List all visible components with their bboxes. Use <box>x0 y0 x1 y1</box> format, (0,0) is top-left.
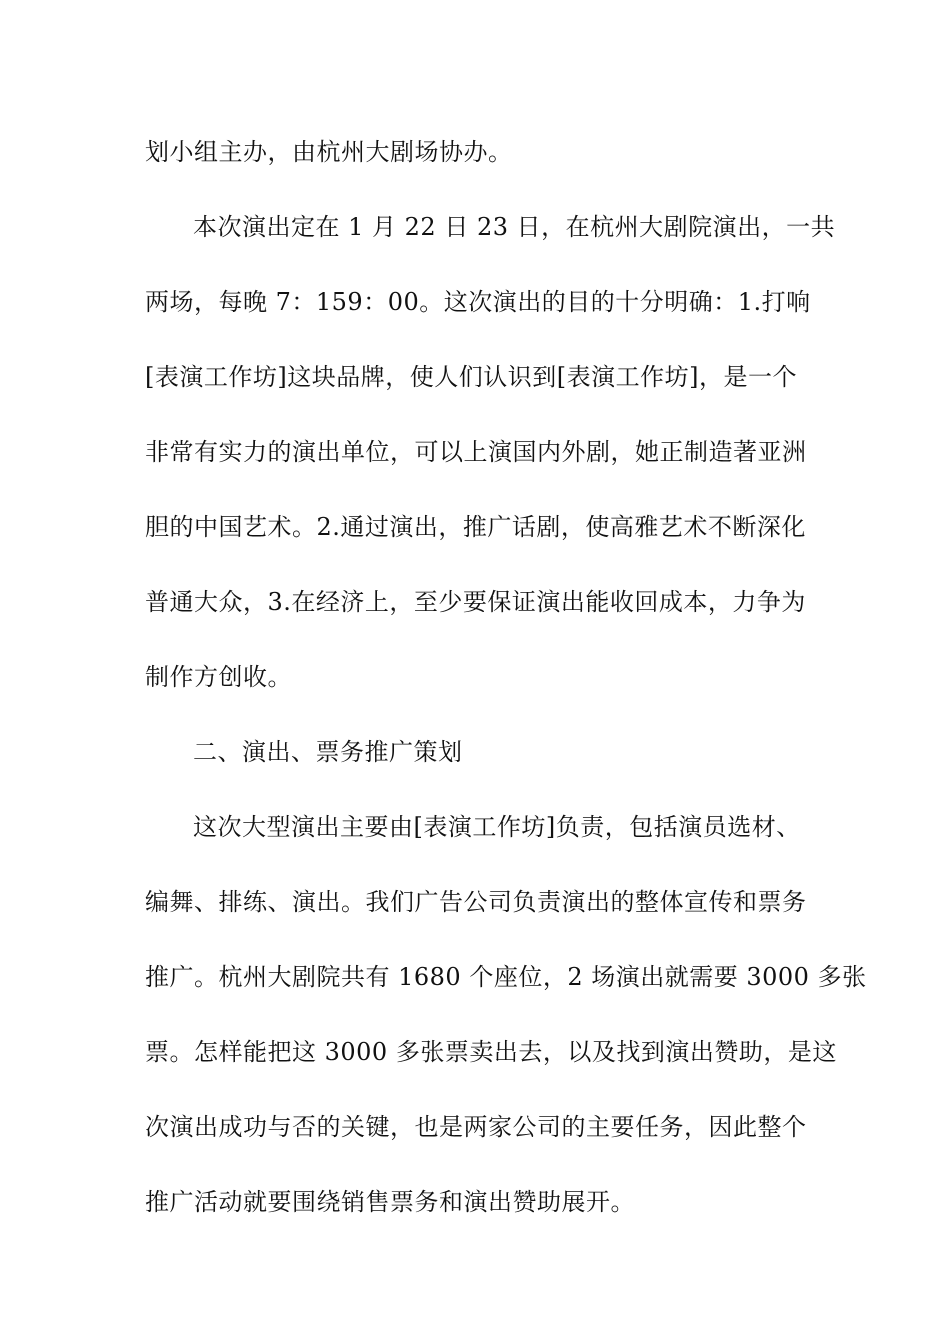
paragraph-line: 票。怎样能把这 3000 多张票卖出去，以及找到演出赞助，是这 <box>145 1038 837 1066</box>
paragraph-line: 推广。杭州大剧院共有 1680 个座位，2 场演出就需要 3000 多张 <box>145 963 867 991</box>
paragraph-line: 本次演出定在 1 月 22 日 23 日，在杭州大剧院演出，一共 <box>193 213 836 241</box>
section-heading: 二、演出、票务推广策划 <box>193 738 463 766</box>
paragraph-line: [表演工作坊]这块品牌，使人们认识到[表演工作坊]，是一个 <box>145 363 797 391</box>
paragraph-line: 两场，每晚 7：159：00。这次演出的目的十分明确：1.打响 <box>145 288 811 316</box>
paragraph-line: 非常有实力的演出单位，可以上演国内外剧，她正制造著亚洲 <box>145 438 807 466</box>
paragraph-line: 制作方创收。 <box>145 663 292 691</box>
paragraph-line: 推广活动就要围绕销售票务和演出赞助展开。 <box>145 1188 635 1216</box>
paragraph-line: 普通大众，3.在经济上，至少要保证演出能收回成本，力争为 <box>145 588 806 616</box>
paragraph-line: 划小组主办，由杭州大剧场协办。 <box>145 138 513 166</box>
paragraph-line: 次演出成功与否的关键，也是两家公司的主要任务，因此整个 <box>145 1113 807 1141</box>
paragraph-line: 编舞、排练、演出。我们广告公司负责演出的整体宣传和票务 <box>145 888 807 916</box>
paragraph-line: 这次大型演出主要由[表演工作坊]负责，包括演员选材、 <box>193 813 801 841</box>
paragraph-line: 胆的中国艺术。2.通过演出，推广话剧，使高雅艺术不断深化 <box>145 513 806 541</box>
